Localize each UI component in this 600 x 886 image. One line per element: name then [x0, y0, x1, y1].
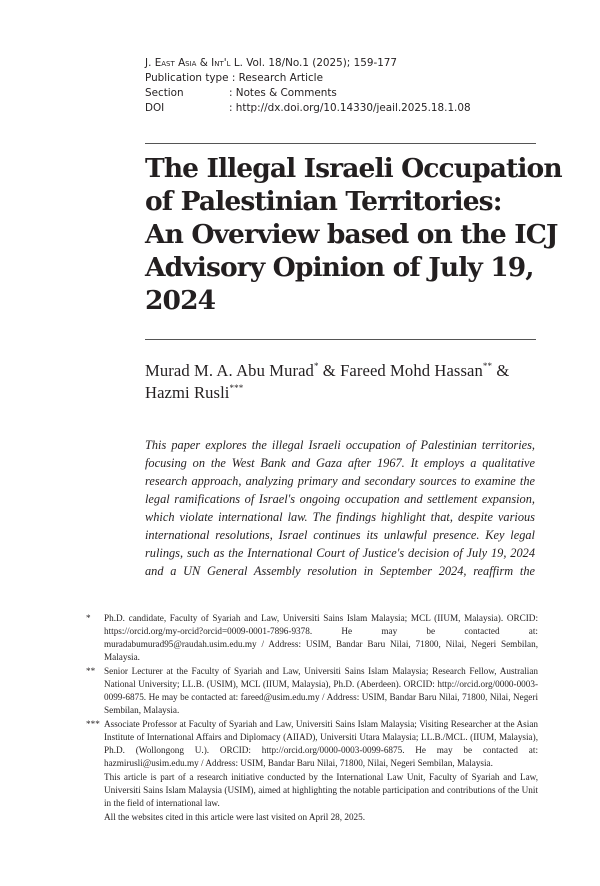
abstract-text: This paper explores the illegal Israeli occupation of Palestinian territories, focusing on the West Bank and Gaza after 1967. It employs a qualitative research approach, analyzing primary and secondary sources to examine the legal ramifications of Israel's ongoing occupation and settlement expansion, which violate international law. The findings highlight that, despite various international resolutions, Israel continues its unlawful presence. Key legal rulings, such as the International Court of Justice's decision of July 19, 2024 and a UN General Assembly resolution in September 2024, reaffirm the — [145, 438, 535, 578]
footnote-mark[interactable]: *** — [229, 383, 244, 393]
title-line: Advisory Opinion of July 19, — [145, 252, 534, 283]
author-name: Hazmi Rusli — [145, 383, 230, 402]
journal-abbreviation: East Asia & Int'l — [154, 57, 231, 69]
footnote-item — [86, 718, 538, 770]
author-name: & Fareed Mohd Hassan — [318, 361, 483, 380]
footnote-text: All the websites cited in this article were last visited on April 28, 2025. — [104, 812, 366, 822]
author-name: Murad M. A. Abu Murad — [145, 361, 314, 380]
section-label: Section — [145, 87, 184, 99]
title-line: 2024 — [145, 285, 216, 316]
author-separator: & — [492, 361, 510, 380]
footnote-note — [86, 811, 538, 824]
article-title — [145, 152, 565, 317]
footnote-text: Ph.D. candidate, Faculty of Syariah and Law, Universiti Sains Islam Malaysia; MCL (IIUM, Malaysia). ORCID: https://orcid.org/my-orcid?orcid=0009-0001-7896-9378. He may be contacted at: muradabumurad95@raudah.usim.edu.my / Address: USIM, Bandar Baru Nilai, 71800, Nilai, Negeri Sembilan, Malaysia. — [104, 613, 538, 662]
title-line: of Palestinian Territories: — [145, 186, 502, 217]
article-metadata — [145, 56, 471, 116]
section-value: : Notes & Comments — [229, 87, 337, 99]
journal-citation — [145, 56, 471, 71]
doi-link[interactable]: : http://dx.doi.org/10.14330/jeail.2025.18.1.08 — [229, 102, 471, 114]
footnote-mark[interactable]: * — [313, 361, 319, 371]
publication-type-row — [145, 71, 471, 86]
title-line: The Illegal Israeli Occupation — [145, 153, 562, 184]
title-top-rule — [145, 143, 536, 144]
journal-prefix: J. — [145, 57, 152, 69]
publication-type-label: Publication type — [145, 72, 229, 84]
footnote-marker: *** — [86, 719, 100, 729]
footnote-marker: * — [86, 613, 91, 623]
footnote-text: This article is part of a research initiative conducted by the International Law Unit, Faculty of Syariah and Law, Universiti Sains Islam Malaysia (USIM), aimed at highlighting the notable participation and contributions of the Unit in the field of international law. — [104, 772, 538, 808]
footnote-text: Associate Professor at Faculty of Syariah and Law, Universiti Sains Islam Malaysia; Visiting Researcher at the Asian Institute of International Affairs and Diplomacy (AIIAD), Universiti Utara Malaysia; LL.B./MCL. (IIUM, Malaysia), Ph.D. (Wollongong U.). ORCID: http://orcid.org/0000-0003-0099-6875. He may be contacted at: hazmirusli@usim.edu.my / Address: USIM, Bandar Baru Nilai, 71800, Nilai, Negeri Sembilan, Malaysia. — [104, 719, 538, 768]
title-line: An Overview based on the ICJ — [145, 219, 558, 250]
section-row — [145, 86, 471, 101]
footnotes — [86, 612, 538, 825]
doi-row — [145, 101, 471, 116]
publication-type-value: : Research Article — [231, 72, 323, 84]
footnote-marker: ** — [86, 666, 96, 676]
journal-volume: L. Vol. 18/No.1 (2025); 159-177 — [233, 57, 398, 69]
doi-label: DOI — [145, 102, 165, 114]
footnote-text: Senior Lecturer at the Faculty of Syariah and Law, Universiti Sains Islam Malaysia; Research Fellow, Australian National University; LL.B. (USIM), MCL (IIUM, Malaysia), Ph.D. (Aberdeen). ORCID: http://orcid.org/0000-0003-0099-6875. He may be contacted at: fareed@usim.edu.my / Address: USIM, Bandar Baru Nilai, 71800, Nilai, Negeri Sembilan, Malaysia. — [104, 666, 538, 715]
footnote-note — [86, 771, 538, 810]
author-list — [145, 360, 545, 404]
footnote-item — [86, 665, 538, 717]
title-bottom-rule — [145, 339, 536, 340]
footnote-mark[interactable]: ** — [482, 361, 493, 371]
footnote-item — [86, 612, 538, 664]
